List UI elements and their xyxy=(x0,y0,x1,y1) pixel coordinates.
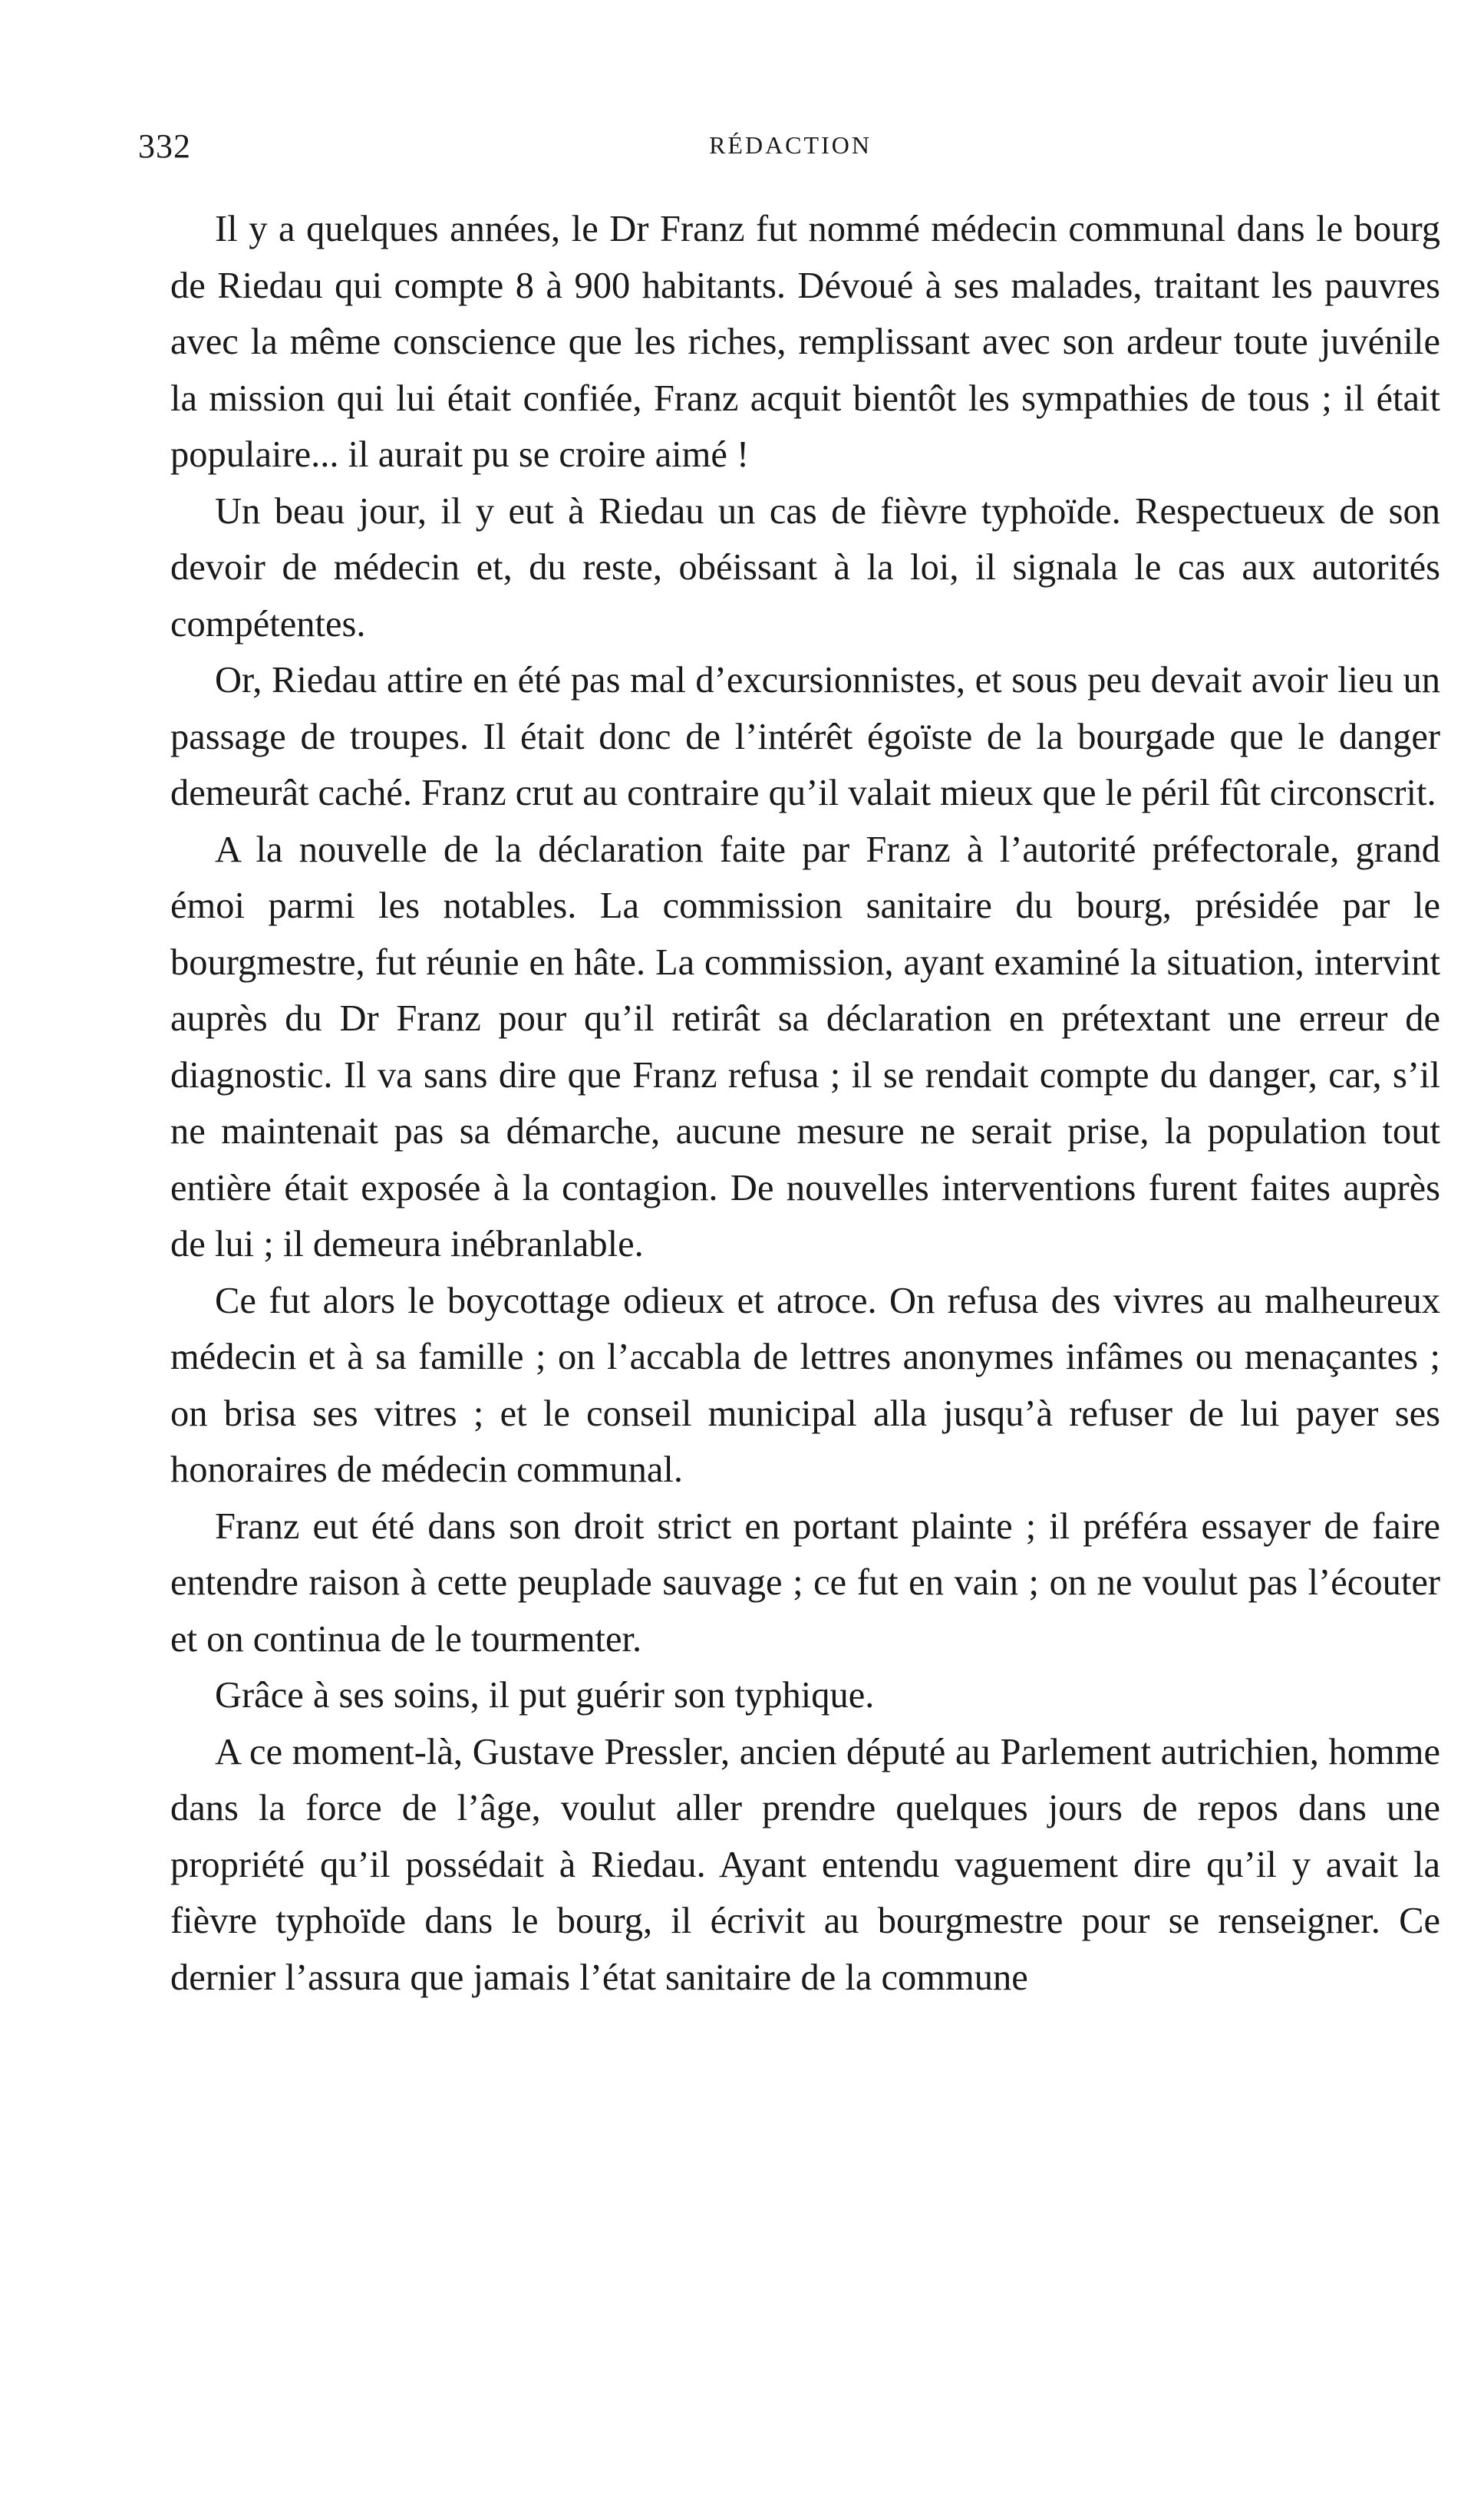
paragraph: Il y a quelques années, le Dr Franz fut nommé médecin communal dans le bourg de Riedau qui compte 8 à 900 habitants. Dévoué à ses malades, traitant les pauvres avec la même conscience que les riches, remplissant avec son ardeur toute juvénile la mission qui lui était confiée, Franz acquit bientôt les sympathies de tous ; il était populaire... il aurait pu se croire aimé ! xyxy=(170,209,1440,475)
paragraph: Or, Riedau attire en été pas mal d’excursionnistes, et sous peu devait avoir lieu un passage de troupes. Il était donc de l’intérêt égoïste de la bourgade que le danger demeurât caché. Franz crut au contraire qu’il valait mieux que le péril fût circonscrit. xyxy=(170,660,1440,813)
paragraph: Un beau jour, il y eut à Riedau un cas de fièvre typhoïde. Respectueux de son devoir de médecin et, du reste, obéissant à la loi, il signala le cas aux autorités compétentes. xyxy=(170,490,1440,645)
body-text xyxy=(170,201,1440,2006)
paragraph: A ce moment-là, Gustave Pressler, ancien député au Parlement autrichien, homme dans la force de l’âge, voulut aller prendre quelques jours de repos dans une propriété qu’il possédait à Riedau. Ayant entendu vaguement dire qu’il y avait la fièvre typhoïde dans le bourg, il écrivit au bourgmestre pour se renseigner. Ce dernier l’assura que jamais l’état sanitaire de la commune xyxy=(170,1731,1440,1998)
page-header xyxy=(138,127,1443,173)
paragraph: Ce fut alors le boycottage odieux et atroce. On refusa des vivres au malheureux médecin et à sa famille ; on l’accabla de lettres anonymes infâmes ou menaçantes ; on brisa ses vitres ; et le conseil municipal alla jusqu’à refuser de lui payer ses honoraires de médecin communal. xyxy=(170,1280,1440,1490)
page-number: 332 xyxy=(138,127,191,165)
paragraph: Grâce à ses soins, il put guérir son typhique. xyxy=(215,1675,875,1716)
running-head: RÉDACTION xyxy=(709,131,872,159)
paragraph: A la nouvelle de la déclaration faite par Franz à l’autorité préfectorale, grand émoi parmi les notables. La commission sanitaire du bourg, présidée par le bourgmestre, fut réunie en hâte. La commission, ayant examiné la situation, intervint auprès du Dr Franz pour qu’il retirât sa déclaration en prétextant une erreur de diagnostic. Il va sans dire que Franz refusa ; il se rendait compte du danger, car, s’il ne maintenait pas sa démarche, aucune mesure ne serait prise, la population tout entière était exposée à la contagion. De nouvelles interventions furent faites auprès de lui ; il demeura inébranlable. xyxy=(170,829,1440,1264)
paragraph: Franz eut été dans son droit strict en portant plainte ; il préféra essayer de faire entendre raison à cette peuplade sauvage ; ce fut en vain ; on ne voulut pas l’écouter et on continua de le tourmenter. xyxy=(170,1505,1440,1660)
